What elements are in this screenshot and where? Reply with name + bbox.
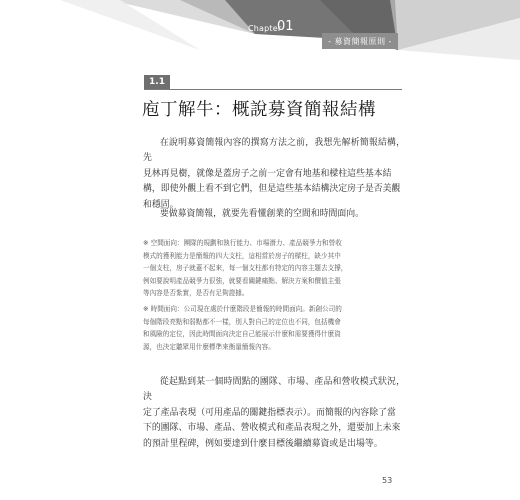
paragraph-structure-intro xyxy=(143,136,405,213)
text-line: 從起點到某一個時間點的團隊、市場、產品和營收模式狀況，決 xyxy=(143,377,405,403)
text-line: 構，即使外觀上看不到它們，但是這些基本結構決定房子是否美觀 xyxy=(143,184,401,195)
text-line: 的預計里程碑，例如要達到什麼目標後繼續募資或是出場等。 xyxy=(143,438,383,449)
text-line: 和風險的定位，因此時間面向決定自己能展示什麼和需要獲得什麼資 xyxy=(143,330,341,338)
text-line: 等內容是否紮實，是否有足夠證據。 xyxy=(143,289,249,297)
chapter-label: Chapter xyxy=(248,24,282,33)
text-line: 定了產品表現（可用產品的關鍵指標表示）。而簡報的內容除了當 xyxy=(143,407,396,418)
text-line: 見林再見樹，就像是蓋房子之前一定會有地基和樑柱這些基本結 xyxy=(143,168,392,179)
text-line: 每個階段亮點和弱點都不一樣，別人對自己的定位也不同，包括機會 xyxy=(143,317,341,326)
note-time-aspect xyxy=(143,303,408,353)
note-space-aspect xyxy=(143,237,408,300)
text-line: 要做募資簡報，就要先看懂創業的空間和時間面向。 xyxy=(159,209,365,219)
text-line: 下的團隊、市場、產品、營收模式和產品表現之外，還要加上未來 xyxy=(143,423,401,434)
text-line: 一個支柱，房子就蓋不起來，每一個支柱都有特定的內容主題去支撐， xyxy=(143,264,348,272)
chapter-number: 01 xyxy=(277,19,294,34)
text-line: 在說明募資簡報內容的撰寫方法之前，我想先解析簡報結構，先 xyxy=(143,138,405,164)
paragraph-space-time xyxy=(143,207,405,222)
section-divider xyxy=(144,89,402,90)
header-decoration xyxy=(0,0,520,70)
text-line: 源，也決定聽眾用什麼標準來衡量簡報內容。 xyxy=(143,342,275,351)
text-line: 模式的獲利能力是簡報的四大支柱，這相當於房子的樑柱，缺少其中 xyxy=(143,251,341,260)
section-title: 庖丁解牛：概說募資簡報結構 xyxy=(142,100,376,120)
text-line: ※ 時間面向：公司現在處於什麼階段是簡報的時間面向。新創公司的 xyxy=(143,305,342,313)
paragraph-milestones xyxy=(143,375,405,452)
text-line: ※ 空間面向：團隊的規劃和執行能力、市場潛力、產品競爭力和營收 xyxy=(143,239,342,247)
text-line: 和穩固。 xyxy=(143,199,179,210)
section-number-badge: 1.1 xyxy=(144,75,170,89)
text-line: 例如要說明產品競爭力很強，就要看關鍵痛點、解決方案和價值主張 xyxy=(143,276,341,285)
chapter-topic-tag: - 募資簡報原則 - xyxy=(322,33,398,49)
page-number: 53 xyxy=(382,476,393,485)
